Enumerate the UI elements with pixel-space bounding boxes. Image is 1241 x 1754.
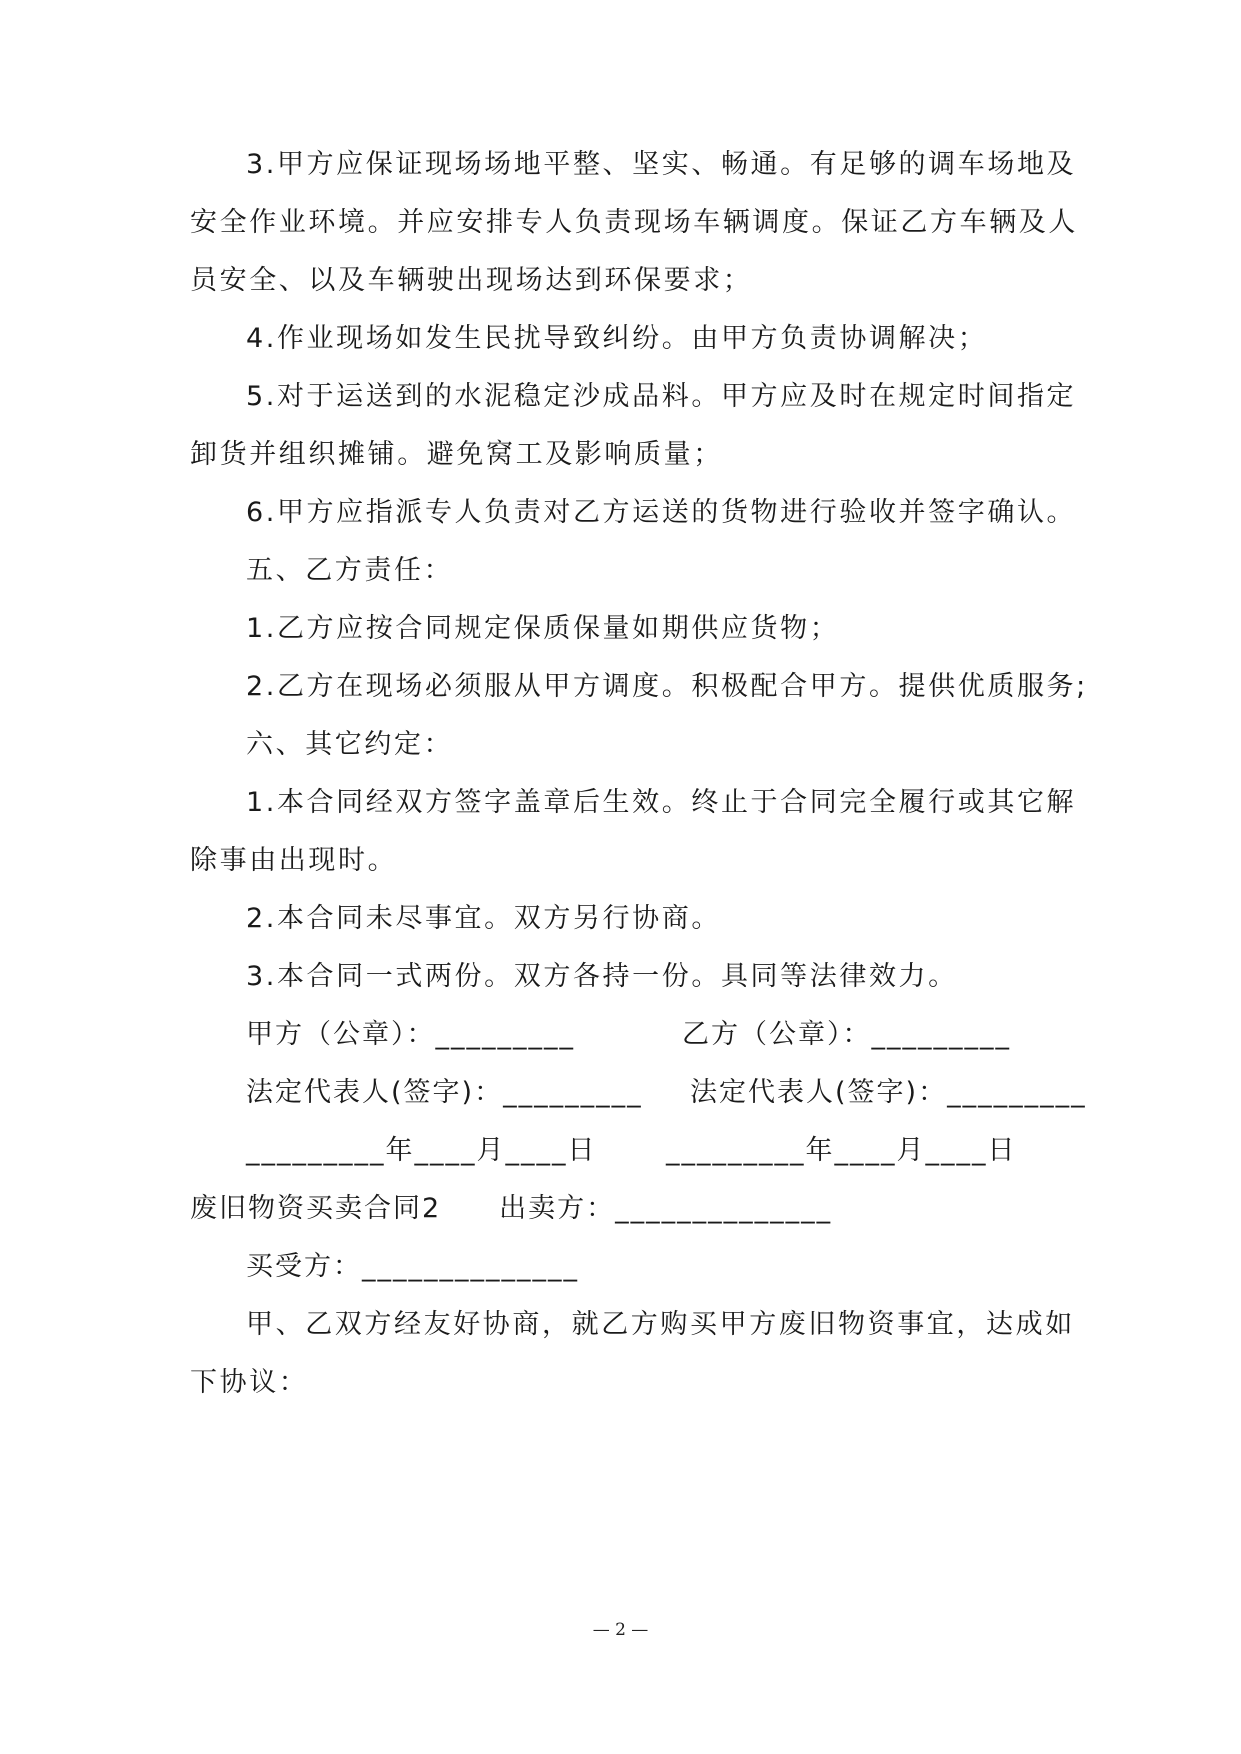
section-5-clause-2: 2.乙方在现场必须服从甲方调度。积极配合甲方。提供优质服务; bbox=[246, 671, 1088, 702]
clause-5-line-2: 卸货并组织摊铺。避免窝工及影响质量； bbox=[190, 439, 723, 470]
clause-5-line-1: 5.对于运送到的水泥稳定沙成品料。甲方应及时在规定时间指定 bbox=[246, 381, 1077, 412]
clause-3-line-3: 员安全、以及车辆驶出现场达到环保要求； bbox=[190, 265, 753, 296]
party-a-representative: 法定代表人(签字)：_________ bbox=[246, 1077, 643, 1108]
section-6-clause-1-line-1: 1.本合同经双方签字盖章后生效。终止于合同完全履行或其它解 bbox=[246, 787, 1077, 818]
party-b-representative: 法定代表人(签字)：_________ bbox=[690, 1077, 1087, 1108]
section-5-clause-1: 1.乙方应按合同规定保质保量如期供应货物； bbox=[246, 613, 840, 644]
section-6-clause-1-line-2: 除事由出现时。 bbox=[190, 845, 398, 876]
section-6-clause-2: 2.本合同未尽事宜。双方另行协商。 bbox=[246, 903, 721, 934]
party-a-seal: 甲方（公章）：_________ bbox=[246, 1019, 575, 1050]
contract-2-intro-line-2: 下协议： bbox=[190, 1367, 309, 1398]
contract-2-intro-line-1: 甲、乙双方经友好协商，就乙方购买甲方废旧物资事宜，达成如 bbox=[246, 1309, 1075, 1340]
section-6-heading: 六、其它约定： bbox=[246, 729, 454, 760]
page-number: — 2 — bbox=[592, 1620, 649, 1640]
clause-6: 6.甲方应指派专人负责对乙方运送的货物进行验收并签字确认。 bbox=[246, 497, 1077, 528]
section-6-clause-3: 3.本合同一式两份。双方各持一份。具同等法律效力。 bbox=[246, 961, 958, 992]
party-b-seal: 乙方（公章）：_________ bbox=[682, 1019, 1011, 1050]
contract-2-buyer: 买受方：______________ bbox=[246, 1251, 579, 1282]
clause-3-line-2: 安全作业环境。并应安排专人负责现场车辆调度。保证乙方车辆及人 bbox=[190, 207, 1078, 238]
clause-3-line-1: 3.甲方应保证现场场地平整、坚实、畅通。有足够的调车场地及 bbox=[246, 149, 1077, 180]
party-b-date: _________年____月____日 bbox=[666, 1135, 1017, 1166]
party-a-date: _________年____月____日 bbox=[246, 1135, 597, 1166]
section-5-heading: 五、乙方责任： bbox=[246, 555, 454, 586]
contract-2-title-seller: 废旧物资买卖合同2 出卖方：______________ bbox=[190, 1193, 833, 1224]
clause-4: 4.作业现场如发生民扰导致纠纷。由甲方负责协调解决； bbox=[246, 323, 988, 354]
